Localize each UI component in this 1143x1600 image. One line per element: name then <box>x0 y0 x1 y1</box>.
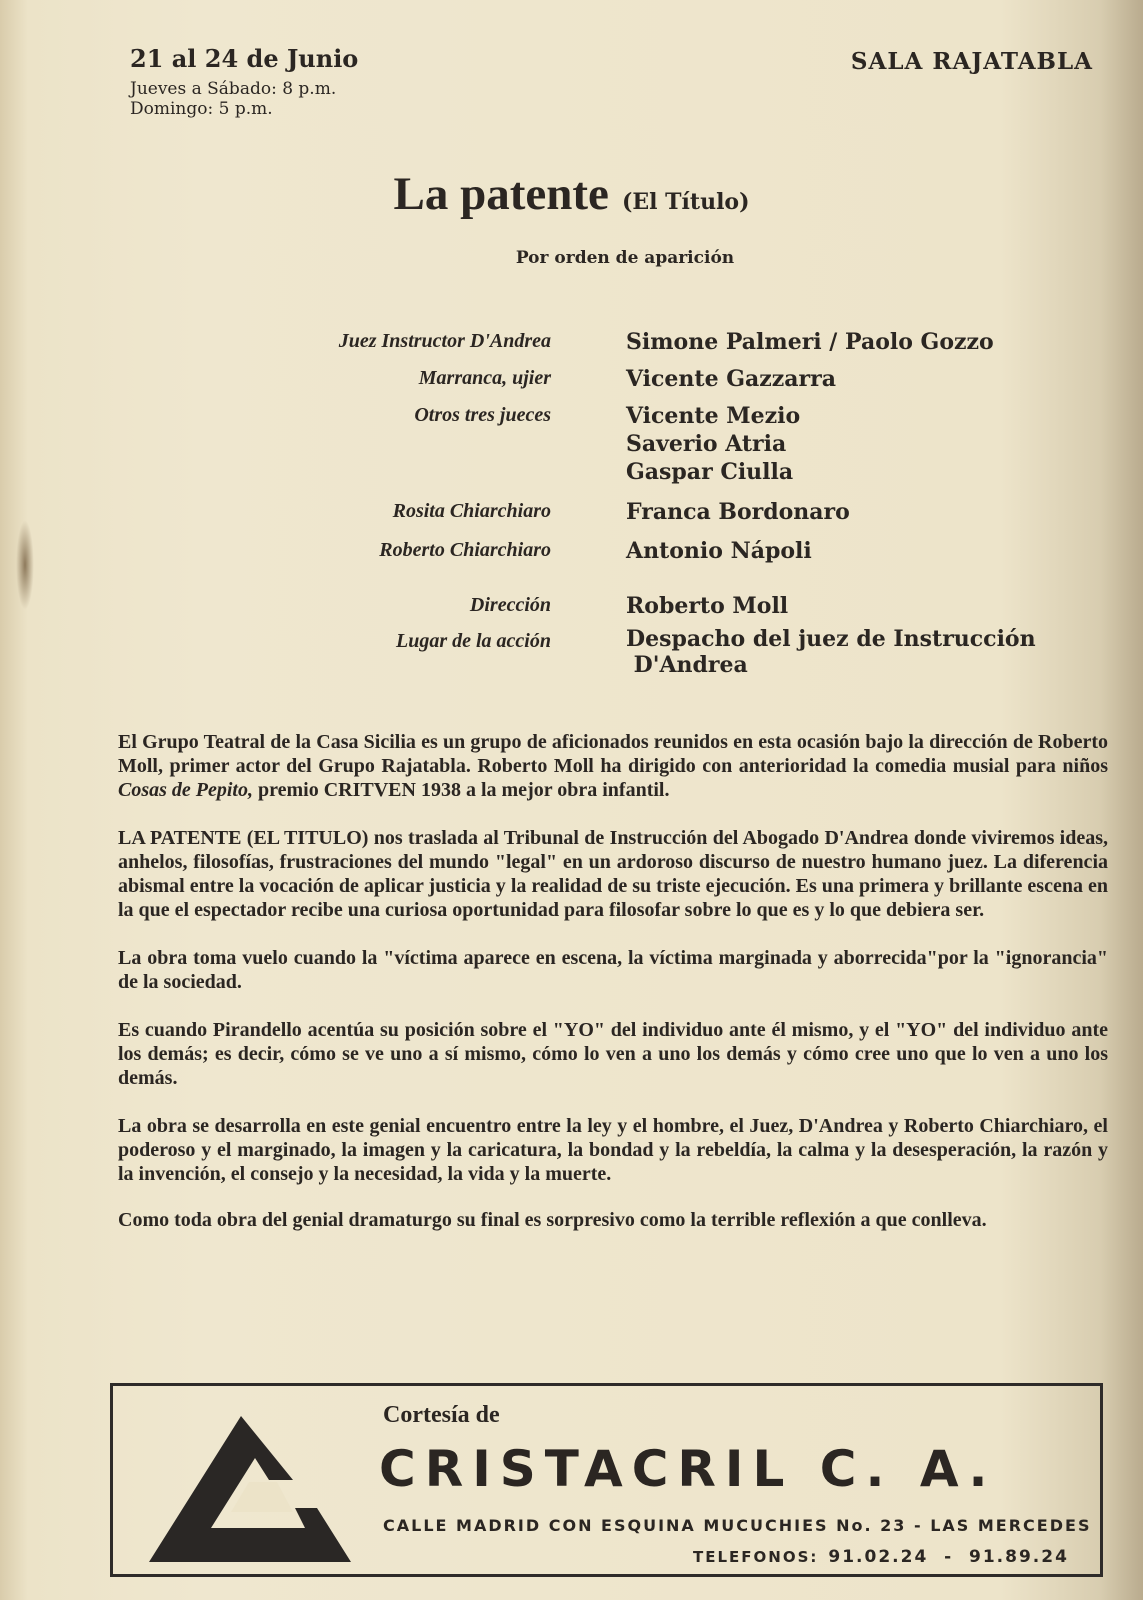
phone-numbers: 91.02.24 - 91.89.24 <box>828 1547 1069 1567</box>
schedule-sunday: Domingo: 5 p.m. <box>130 99 273 119</box>
paragraph-text: El Grupo Teatral de la Casa Sicilia es un grupo de aficionados reunidos en esta ocasión bajo la dirección de Roberto Moll, primer actor del Grupo Rajatabla. Roberto Moll ha dirigido con anterioridad la comedia musial para niños <box>118 731 1108 777</box>
venue-name: SALA RAJATABLA <box>850 48 1093 75</box>
cast-role: Juez Instructor D'Andrea <box>338 330 551 352</box>
cast-actor: Simone Palmeri / Paolo Gozzo <box>626 329 994 355</box>
phones-label: TELEFONOS: <box>693 1548 819 1566</box>
paragraph-group <box>118 730 1108 802</box>
paragraph-encounter: La obra se desarrolla en este genial encuentro entre la ley y el hombre, el Juez, D'Andrea y Roberto Chiarchiaro, el poderoso y el marginado, la imagen y la caricatura, la bondad y la rebeldía, la calma y la desesperación, la razón y la invención, el consejo y la necesidad, la vida y la muerte. <box>118 1115 1108 1185</box>
play-title <box>0 167 1143 221</box>
binding-stain <box>16 520 34 610</box>
cast-actors <box>626 626 1036 678</box>
cast-actor: Vicente Mezio <box>626 403 801 429</box>
cast-actor: Antonio Nápoli <box>626 538 812 564</box>
cast-actors <box>626 365 836 393</box>
play-title-main: La patente <box>393 168 609 220</box>
cast-actors <box>626 402 800 486</box>
schedule <box>130 79 336 119</box>
cast-actor: Gaspar Ciulla <box>626 459 794 485</box>
performance-dates: 21 al 24 de Junio <box>130 44 359 73</box>
cast-actor: Roberto Moll <box>626 593 789 619</box>
cast-role: Marranca, ujier <box>418 367 551 389</box>
cast-actors <box>626 537 812 565</box>
cast-actor: Vicente Gazzarra <box>626 366 836 392</box>
cast-actors <box>626 328 994 356</box>
company-address: CALLE MADRID CON ESQUINA MUCUCHIES No. 23 - LAS MERCEDES <box>383 1516 1092 1535</box>
company-phones <box>693 1547 1069 1567</box>
cast-role: Otros tres jueces <box>414 404 551 426</box>
cast-actor: Saverio Atria <box>626 431 787 457</box>
cast-role: Dirección <box>469 594 551 616</box>
cast-role: Lugar de la acción <box>396 630 551 652</box>
cast-role: Rosita Chiarchiaro <box>392 500 551 522</box>
paragraph-victim: La obra toma vuelo cuando la "víctima aparece en escena, la víctima marginada y aborrecida"por la "ignorancia" de la sociedad. <box>118 947 1108 993</box>
paragraph-ending: Como toda obra del genial dramaturgo su final es sorpresivo como la terrible reflexión a que conlleva. <box>118 1209 987 1231</box>
paragraph-tribunal: LA PATENTE (EL TITULO) nos traslada al Tribunal de Instrucción del Abogado D'Andrea donde viviremos ideas, anhelos, filosofías, frustraciones del mundo "legal" en un ardoroso discurso de nuestro humano juez. La diferencia abismal entre la vocación de aplicar justicia y la realidad de su triste ejecución. Es una primera y brillante escena en la que el espectador recibe una curiosa oportunidad para filosofar sobre lo que es y lo que debiera ser. <box>118 827 1108 921</box>
schedule-weekday: Jueves a Sábado: 8 p.m. <box>130 79 337 99</box>
courtesy-label: Cortesía de <box>383 1402 500 1428</box>
company-name: CRISTACRIL C. A. <box>379 1440 997 1498</box>
description <box>118 730 1108 1256</box>
cast-actors <box>626 498 850 526</box>
cast-actors <box>626 592 788 620</box>
cristacril-logo-icon <box>145 1412 355 1568</box>
cast-actor: Franca Bordonaro <box>626 499 850 525</box>
paragraph-italic: Cosas de Pepito, <box>118 779 253 801</box>
paragraph-text: premio CRITVEN 1938 a la mejor obra infantil. <box>253 779 670 801</box>
cast-actor: Despacho del juez de Instrucción <box>626 626 1036 652</box>
sponsor-ad <box>110 1383 1103 1577</box>
order-note: Por orden de aparición <box>515 248 735 268</box>
play-title-sub: (El Título) <box>621 189 750 215</box>
paragraph-yo: Es cuando Pirandello acentúa su posición sobre el "YO" del individuo ante él mismo, y el "YO" del individuo ante los demás; es decir, cómo se ve uno a sí mismo, cómo lo ven a uno los demás y cómo cree uno que lo ven a uno los demás. <box>118 1019 1108 1089</box>
cast-actor: D'Andrea <box>626 652 748 678</box>
cast-role: Roberto Chiarchiaro <box>379 539 551 561</box>
